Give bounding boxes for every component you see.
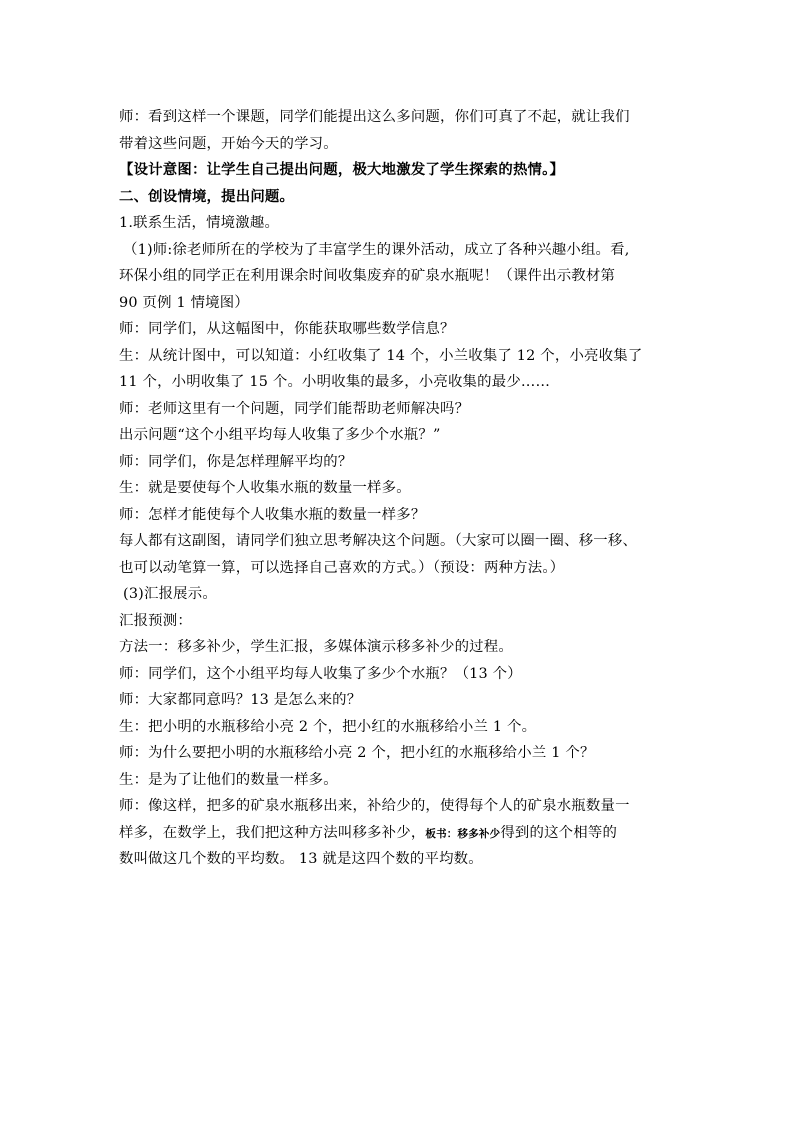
text-line-10: 生：从统计图中，可以知道：小红收集了 14 个，小兰收集了 12 个，小亮收集了 (119, 347, 643, 364)
text-line-26: 生：是为了让他们的数量一样多。 (119, 771, 338, 788)
text-line-28-start: 样多，在数学上，我们把这种方法叫移多补少， (119, 824, 426, 841)
text-line-17: 每人都有这副图，请同学们独立思考解决这个问题。（大家可以圈一圈、移一移、 (119, 533, 638, 549)
text-line-12: 师：老师这里有一个问题，同学们能帮助老师解决吗？ (119, 400, 470, 417)
text-line-29: 数叫做这几个数的平均数。 13 就是这四个数的平均数。 (119, 851, 483, 867)
blackboard-note: 板书：移多补少 (425, 827, 501, 840)
document-body (119, 104, 679, 873)
text-line-6: （1)师:徐老师所在的学校为了丰富学生的课外活动，成立了各种兴趣小组。看, (123, 241, 630, 258)
text-line-24: 生：把小明的水瓶移给小亮 2 个，把小红的水瓶移给小兰 1 个。 (119, 718, 537, 735)
text-line-28-end: 得到的这个相等的 (500, 824, 618, 841)
text-line-14: 师：同学们，你是怎样理解平均的？ (119, 453, 353, 470)
text-line-23: 师：大家都同意吗？13 是怎么来的？ (119, 692, 362, 708)
text-line-22: 师：同学们，这个小组平均每人收集了多少个水瓶？（13 个） (119, 665, 522, 682)
text-line-9: 师：同学们，从这幅图中，你能获取哪些数学信息？ (119, 321, 455, 337)
text-line-15: 生：就是要使每个人收集水瓶的数量一样多。 (119, 480, 411, 496)
design-intent-line: 【设计意图：让学生自己提出问题，极大地激发了学生探索的热情。】 (119, 161, 565, 178)
text-line-28 (119, 820, 679, 847)
text-line-11: 11 个，小明收集了 15 个。小明收集的最多，小亮收集的最少…… (119, 374, 551, 390)
text-line-2: 带着这些问题，开始今天的学习。 (119, 135, 338, 152)
text-line-1: 师：看到这样一个课题，同学们能提出这么多问题，你们可真了不起，就让我们 (119, 109, 630, 125)
text-line-18: 也可以动笔算一算，可以选择自己喜欢的方式。）（预设：两种方法。） (119, 559, 565, 576)
text-line-7: 环保小组的同学正在利用课余时间收集废弃的矿泉水瓶呢！（课件出示教材第 (119, 268, 616, 284)
text-line-20: 汇报预测： (119, 612, 192, 629)
text-line-21: 方法一：移多补少，学生汇报，多媒体演示移多补少的过程。 (119, 639, 513, 655)
subheading-line: 1.联系生活，情境激趣。 (119, 215, 280, 231)
section-heading: 二、创设情境，提出问题。 (119, 187, 295, 205)
text-line-27: 师：像这样，把多的矿泉水瓶移出来，补给少的，使得每个人的矿泉水瓶数量一 (119, 798, 630, 814)
text-line-19: (3)汇报展示。 (123, 586, 217, 602)
text-line-8: 90 页例 1 情境图） (119, 294, 249, 311)
text-line-13: 出示问题“这个小组平均每人收集了多少个水瓶？” (119, 427, 441, 443)
text-line-25: 师：为什么要把小明的水瓶移给小亮 2 个，把小红的水瓶移给小兰 1 个？ (119, 745, 595, 761)
text-line-16: 师：怎样才能使每个人收集水瓶的数量一样多？ (119, 506, 426, 523)
